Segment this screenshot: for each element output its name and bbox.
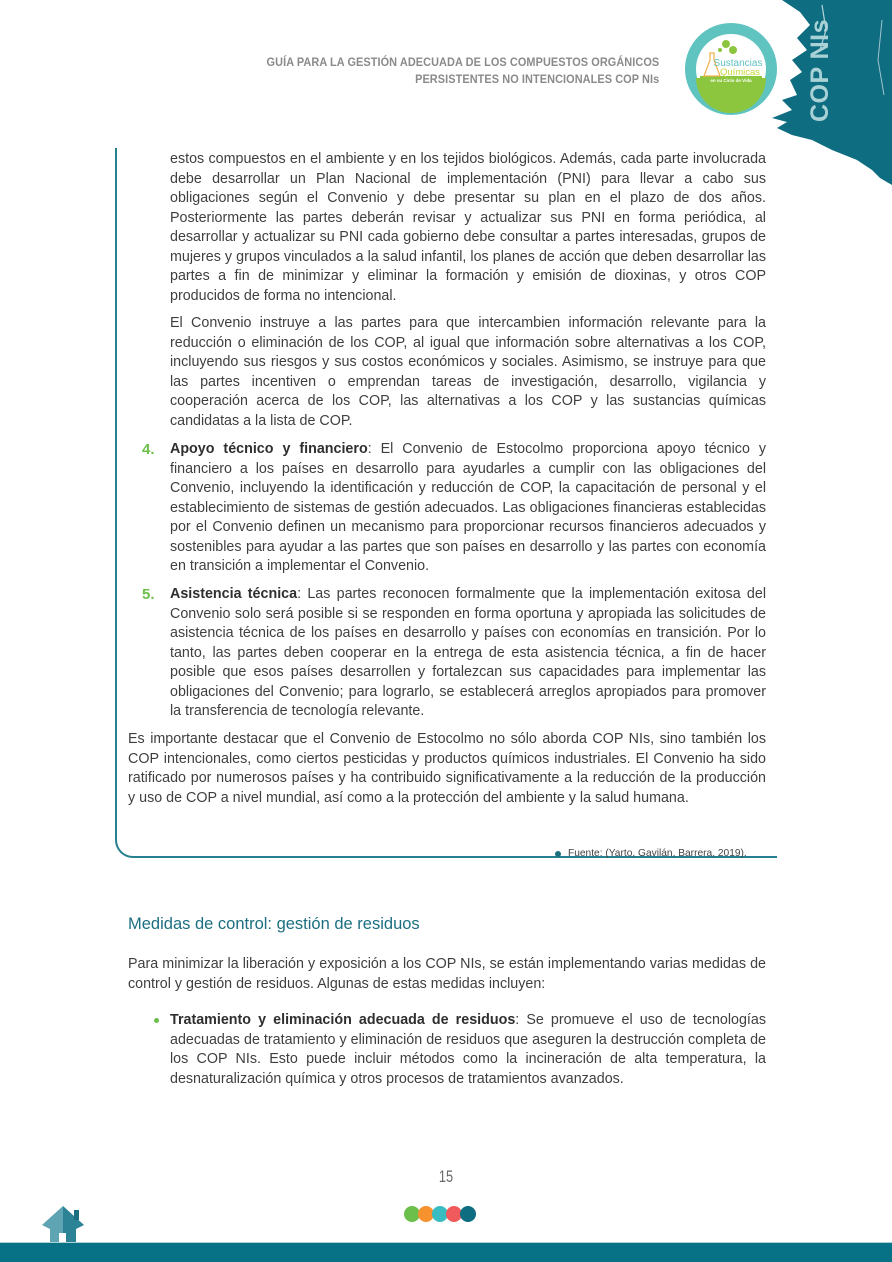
page-number: 15 <box>438 1167 454 1186</box>
home-icon[interactable] <box>40 1205 86 1245</box>
list-item-4 <box>170 440 766 577</box>
section-intro: Para minimizar la liberación y exposición a los COP NIs, se están implementando varias medidas de control y gestión de residuos. Algunas de estas medidas incluyen: <box>128 956 766 992</box>
bullet-icon <box>154 1018 159 1023</box>
logo-name-line1: Sustancias <box>713 58 763 69</box>
box-paragraph-1: estos compuestos en el ambiente y en los tejidos biológicos. Además, cada parte involucrada debe desarrollar un Plan Nacional de implementación (PNI) para llevar a cabo sus obligaciones según el Convenio y debe presentar su plan en el plazo de dos años. Posteriormente las partes deberán revisar y actualizar sus PNI en forma periódica, al desarrollar y actualizar su PNI cada gobierno debe consultar a partes interesadas, grupos de mujeres y grupos vinculados a la salud infantil, los planes de acción que deben desarrollar las partes a fin de minimizar y eliminar la formación y emisión de dioxinas, y otros COP producidos de forma no intencional. <box>170 151 766 304</box>
list-item-4-title: Apoyo técnico y financiero <box>170 441 368 457</box>
list-number-5: 5. <box>142 586 155 603</box>
source-citation: Fuente: (Yarto, Gavilán, Barrera, 2019). <box>568 848 747 859</box>
list-item-4-text: : El Convenio de Estocolmo proporciona apoyo técnico y financiero a los países en desarrollo para ayudarles a cumplir con las obligaciones del Convenio, incluyendo la identificación y reducción de COP, la capacitación de personal y el establecimiento de sistemas de gestión adecuados. Las obligaciones financieras establecidas por el Convenio definen un mecanismo para proporcionar recursos financieros adecuados y sostenibles para ayudar a las partes que son países en desarrollo y las partes con economía en transición a implementar el Convenio. <box>170 441 767 574</box>
header-title-line2: PERSISTENTES NO INTENCIONALES COP NIs <box>414 72 659 86</box>
dot-teal <box>460 1206 476 1222</box>
box-closing-paragraph: Es importante destacar que el Convenio de Estocolmo no sólo aborda COP NIs, sino también los COP intencionales, como ciertos pesticidas y productos químicos industriales. El Convenio ha sido ratificado por numerosos países y ha contribuido significativamente a la reducción de la producción y uso de COP a nivel mundial, así como a la protección del ambiente y la salud humana. <box>128 731 766 806</box>
list-item-5-title: Asistencia técnica <box>170 586 298 602</box>
side-tab-label: COP NIs <box>806 18 835 122</box>
section-heading: Medidas de control: gestión de residuos <box>128 915 420 933</box>
list-number-4: 4. <box>142 441 155 458</box>
document-header-title <box>266 54 659 88</box>
logo-tagline: en su Ciclo de Vida <box>710 78 752 83</box>
footer-bar <box>0 1243 892 1262</box>
list-item-5-text: : Las partes reconocen formalmente que la implementación exitosa del Convenio solo será posible si se responden en forma oportuna y apropiada las solicitudes de asistencia técnica de los países en desarrollo y países con economías en transición. Por lo tanto, las partes deben cooperar en la entrega de esta asistencia técnica, a fin de hacer posible que esos países desarrollen y fortalezcan sus capacidades para implementar las obligaciones del Convenio; para lograrlo, se establecerá arreglos apropiados para promover la transferencia de tecnología relevante. <box>170 586 767 719</box>
list-item-5 <box>170 585 766 722</box>
sustancias-quimicas-logo <box>682 20 780 118</box>
bullet-item-title: Tratamiento y eliminación adecuada de residuos <box>170 1012 516 1028</box>
box-paragraph-2: El Convenio instruye a las partes para que intercambien información relevante para la reducción o eliminación de los COP, al igual que información sobre alternativas a los COP, incluyendo sus riesgos y sus costos económicos y sociales. Asimismo, se instruye para que las partes incentiven o emprendan tareas de investigación, desarrollo, vigilancia y cooperación acerca de los COP, las alternativas a los COP y las sustancias químicas candidatas a la lista de COP. <box>170 315 766 429</box>
color-dots-decoration <box>404 1206 474 1222</box>
source-line-dot <box>555 851 561 857</box>
logo-name-line2: Químicas <box>719 67 761 78</box>
bullet-item-text: : Se promueve el uso de tecnologías adecuadas de tratamiento y eliminación de residuos que aseguren la destrucción completa de los COP NIs. Esto puede incluir métodos como la incineración de alta temperatura, la desnaturalización química y otros procesos de tratamientos avanzados. <box>170 1012 767 1087</box>
bullet-item <box>170 1011 766 1089</box>
header-title-line1: GUÍA PARA LA GESTIÓN ADECUADA DE LOS COMPUESTOS ORGÁNICOS <box>266 55 659 69</box>
